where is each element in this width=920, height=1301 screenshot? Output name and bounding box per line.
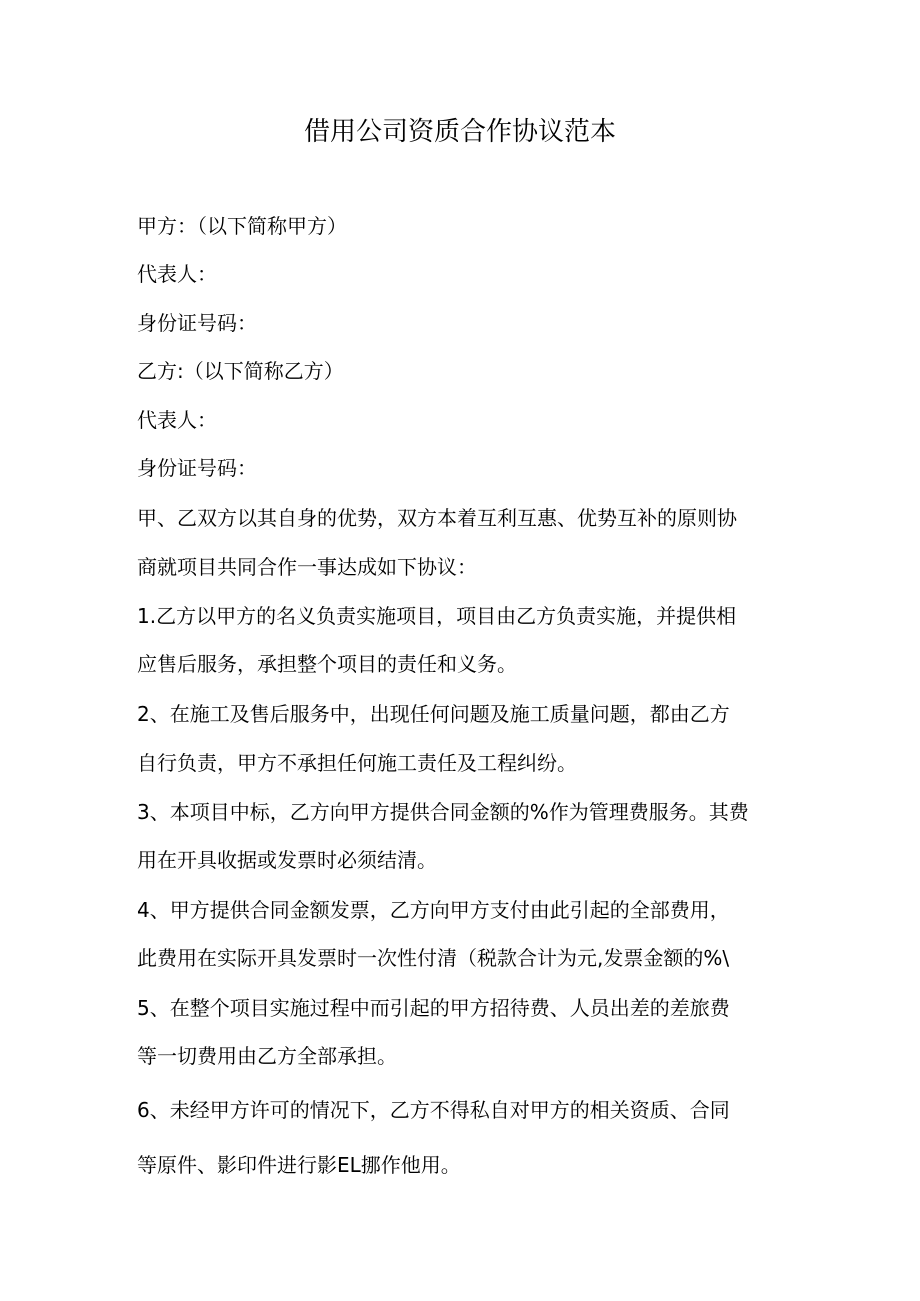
- party-a-representative: 代表人：: [137, 262, 217, 286]
- party-b-line: 乙方:（以下简称乙方）: [137, 359, 344, 383]
- clause-3-line: 3、本项目中标，乙方向甲方提供合同金额的%作为管理费服务。其费: [137, 800, 749, 824]
- party-a-line: 甲方：（以下简称甲方）: [137, 214, 347, 238]
- party-b-id-number: 身份证号码：: [137, 456, 257, 480]
- party-b-representative: 代表人：: [137, 408, 217, 432]
- clause-1-line: 1.乙方以甲方的名义负责实施项目，项目由乙方负责实施，并提供相: [137, 604, 737, 628]
- preamble-line: 甲、乙双方以其自身的优势，双方本着互利互惠、优势互补的原则协: [137, 506, 737, 530]
- clause-2-line: 自行负责，甲方不承担任何施工责任及工程纠纷。: [137, 751, 577, 775]
- clause-6-line: 6、未经甲方许可的情况下，乙方不得私自对甲方的相关资质、合同: [137, 1098, 730, 1122]
- clause-2-line: 2、在施工及售后服务中，出现任何问题及施工质量问题，都由乙方: [137, 702, 730, 726]
- clause-6-line: 等原件、影印件进行影EL挪作他用。: [137, 1153, 461, 1177]
- clause-3-line: 用在开具收据或发票时必须结清。: [137, 848, 437, 872]
- clause-5-line: 等一切费用由乙方全部承担。: [137, 1044, 397, 1068]
- preamble-line: 商就项目共同合作一事达成如下协议：: [137, 555, 477, 579]
- clause-4-line: 此费用在实际开具发票时一次性付清（税款合计为元,发票金额的%\: [137, 946, 730, 970]
- clause-1-line: 应售后服务，承担整个项目的责任和义务。: [137, 652, 517, 676]
- document-title: 借用公司资质合作协议范本: [303, 117, 616, 147]
- clause-5-line: 5、在整个项目实施过程中而引起的甲方招待费、人员出差的差旅费: [137, 996, 730, 1020]
- party-a-id-number: 身份证号码：: [137, 311, 257, 335]
- clause-4-line: 4、甲方提供合同金额发票，乙方向甲方支付由此引起的全部费用，: [137, 898, 730, 922]
